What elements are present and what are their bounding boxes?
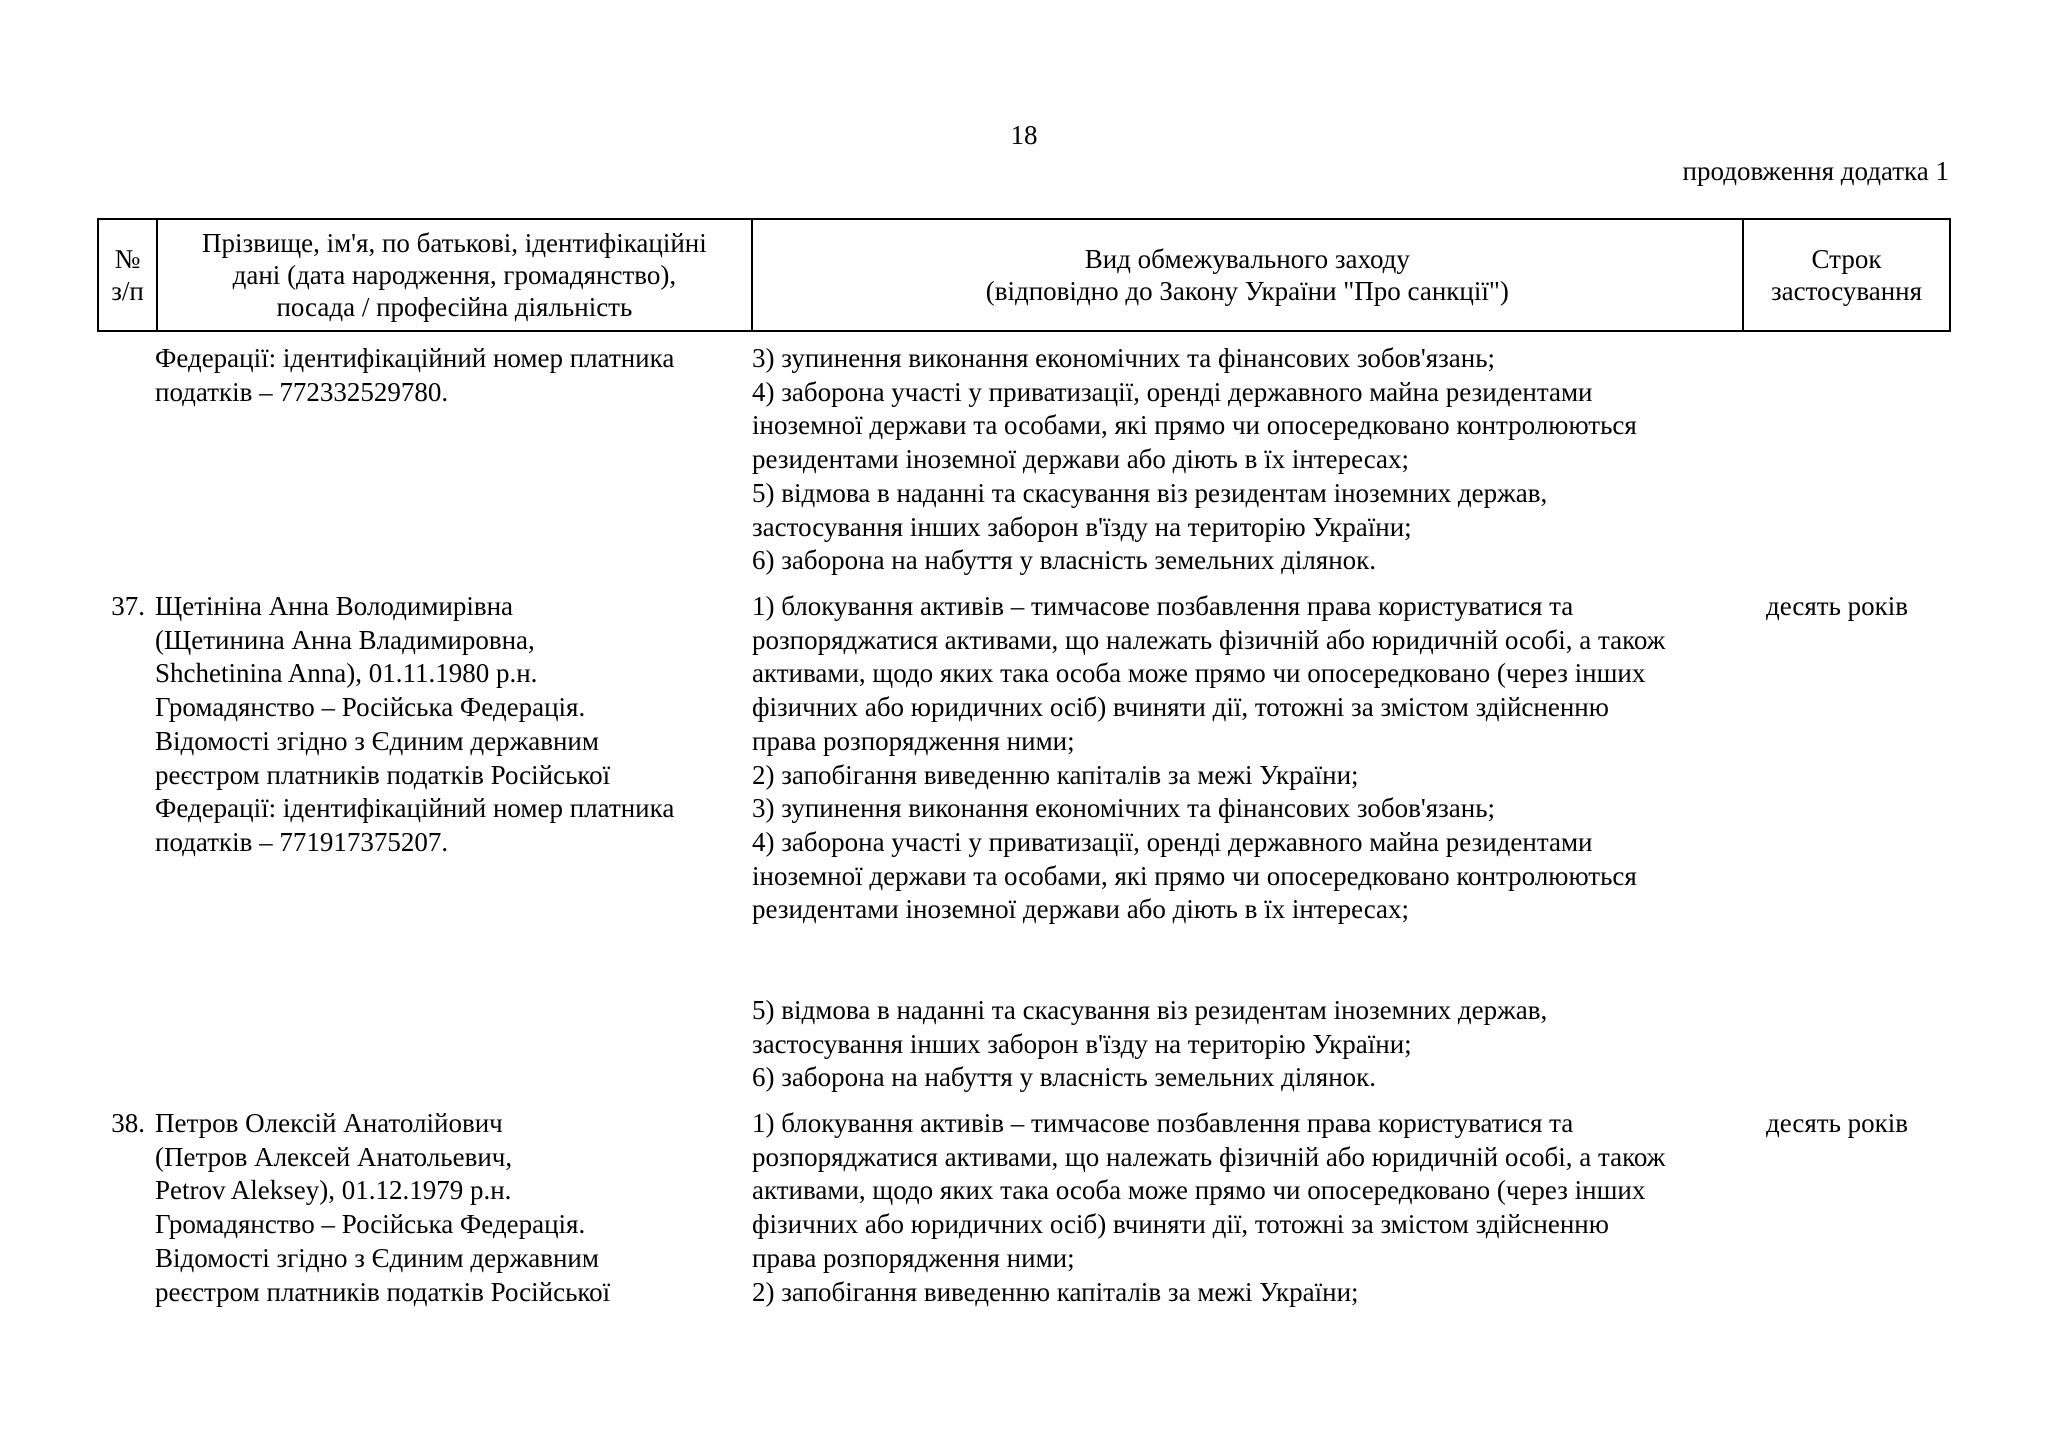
text-line: 6) заборона на набуття у власність земельних ділянок. bbox=[752, 1062, 1377, 1093]
header-text: (відповідно до Закону України "Про санкції") bbox=[985, 276, 1509, 306]
header-text: з/п bbox=[111, 276, 144, 306]
text-line: реєстром платників податків Російської bbox=[155, 1276, 611, 1307]
text-line: 3) зупинення виконання економічних та фінансових зобов'язань; bbox=[752, 343, 1496, 373]
text-line: застосування інших заборон в'їзду на територію України; bbox=[752, 1028, 1412, 1059]
text-line: 4) заборона участі у приватизації, оренді державного майна резидентами bbox=[752, 826, 1593, 857]
restrictive-measures-continued bbox=[752, 994, 1752, 1095]
text-line: Федерації: ідентифікаційний номер платника bbox=[155, 793, 675, 824]
page-number: 18 bbox=[1010, 120, 1038, 150]
text-line: 5) відмова в наданні та скасування віз резидентам іноземних держав, bbox=[752, 995, 1548, 1025]
text-line: активами, щодо яких така особа може прямо чи опосередковано (через інших bbox=[752, 658, 1646, 689]
person-details bbox=[155, 1107, 735, 1309]
header-term-column bbox=[1743, 219, 1950, 331]
text-line: реєстром платників податків Російської bbox=[155, 759, 611, 790]
text-line: фізичних або юридичних осіб) вчиняти дії, тотожні за змістом здійсненню bbox=[752, 692, 1609, 723]
table-row bbox=[0, 342, 2048, 582]
text-line: розпоряджатися активами, що належать фізичній або юридичній особі, а також bbox=[752, 624, 1666, 655]
text-line: податків – 771917375207. bbox=[155, 826, 449, 857]
text-line: застосування інших заборон в'їзду на територію України; bbox=[752, 511, 1412, 542]
header-text: посада / професійна діяльність bbox=[276, 292, 633, 322]
text-line: 2) запобігання виведенню капіталів за межі України; bbox=[752, 759, 1359, 790]
header-text: Строк bbox=[1811, 244, 1882, 274]
restrictive-measures bbox=[752, 1107, 1752, 1309]
text-line: 6) заборона на набуття у власність земельних ділянок. bbox=[752, 545, 1377, 576]
text-line: Відомості згідно з Єдиним державним bbox=[155, 725, 599, 756]
text-line: права розпорядження ними; bbox=[752, 1242, 1075, 1273]
text-line: права розпорядження ними; bbox=[752, 725, 1075, 756]
text-line: Shchetinina Anna), 01.11.1980 р.н. bbox=[155, 658, 538, 689]
text-line: 3) зупинення виконання економічних та фінансових зобов'язань; bbox=[752, 793, 1496, 824]
text-line: 1) блокування активів – тимчасове позбавлення права користуватися та bbox=[752, 591, 1574, 621]
header-text: дані (дата народження, громадянство), bbox=[232, 260, 677, 290]
entry-number: 37. bbox=[111, 591, 145, 621]
text-line: (Щетинина Анна Владимировна, bbox=[155, 624, 535, 655]
table-header bbox=[97, 218, 1951, 332]
text-line: іноземної держави та особами, які прямо чи опосередковано контролюються bbox=[752, 860, 1637, 891]
text-line: 4) заборона участі у приватизації, оренді державного майна резидентами bbox=[752, 376, 1593, 407]
header-name-column bbox=[157, 219, 752, 331]
person-details bbox=[155, 590, 735, 860]
header-text: № bbox=[114, 244, 141, 274]
restrictive-measures bbox=[752, 590, 1752, 927]
header-number-column bbox=[98, 219, 157, 331]
text-line: Відомості згідно з Єдиним державним bbox=[155, 1242, 599, 1273]
text-line: іноземної держави та особами, які прямо чи опосередковано контролюються bbox=[752, 410, 1637, 441]
person-details bbox=[155, 342, 735, 409]
text-line: 5) відмова в наданні та скасування віз резидентам іноземних держав, bbox=[752, 477, 1548, 508]
header-text: Прізвище, ім'я, по батькові, ідентифікаційні bbox=[201, 228, 707, 258]
application-term: десять років bbox=[1766, 591, 1909, 621]
text-line: резидентами іноземної держави або діють в їх інтересах; bbox=[752, 894, 1410, 925]
text-line: активами, щодо яких така особа може прямо чи опосередковано (через інших bbox=[752, 1175, 1646, 1206]
text-line: Petrov Aleksey), 01.12.1979 р.н. bbox=[155, 1175, 512, 1206]
entry-number: 38. bbox=[111, 1108, 145, 1138]
text-line: Громадянство – Російська Федерація. bbox=[155, 1209, 586, 1240]
text-line: 2) запобігання виведенню капіталів за межі України; bbox=[752, 1276, 1359, 1307]
text-line: резидентами іноземної держави або діють в їх інтересах; bbox=[752, 444, 1410, 475]
text-line: Щетініна Анна Володимирівна bbox=[155, 591, 514, 621]
header-text: застосування bbox=[1770, 276, 1923, 306]
header-text: Вид обмежувального заходу bbox=[1084, 244, 1410, 274]
header-measure-column bbox=[752, 219, 1743, 331]
text-line: 1) блокування активів – тимчасове позбавлення права користуватися та bbox=[752, 1108, 1574, 1138]
text-line: фізичних або юридичних осіб) вчиняти дії, тотожні за змістом здійсненню bbox=[752, 1209, 1609, 1240]
text-line: Федерації: ідентифікаційний номер платника bbox=[155, 343, 675, 373]
text-line: податків – 772332529780. bbox=[155, 376, 449, 407]
text-line: розпоряджатися активами, що належать фізичній або юридичній особі, а також bbox=[752, 1141, 1666, 1172]
table-body bbox=[0, 342, 2048, 1307]
text-line: Петров Олексій Анатолійович bbox=[155, 1108, 503, 1138]
application-term: десять років bbox=[1766, 1108, 1909, 1138]
text-line: (Петров Алексей Анатольевич, bbox=[155, 1141, 513, 1172]
continuation-label: продовження додатка 1 bbox=[1682, 156, 1949, 186]
text-line: Громадянство – Російська Федерація. bbox=[155, 692, 586, 723]
restrictive-measures bbox=[752, 342, 1752, 578]
